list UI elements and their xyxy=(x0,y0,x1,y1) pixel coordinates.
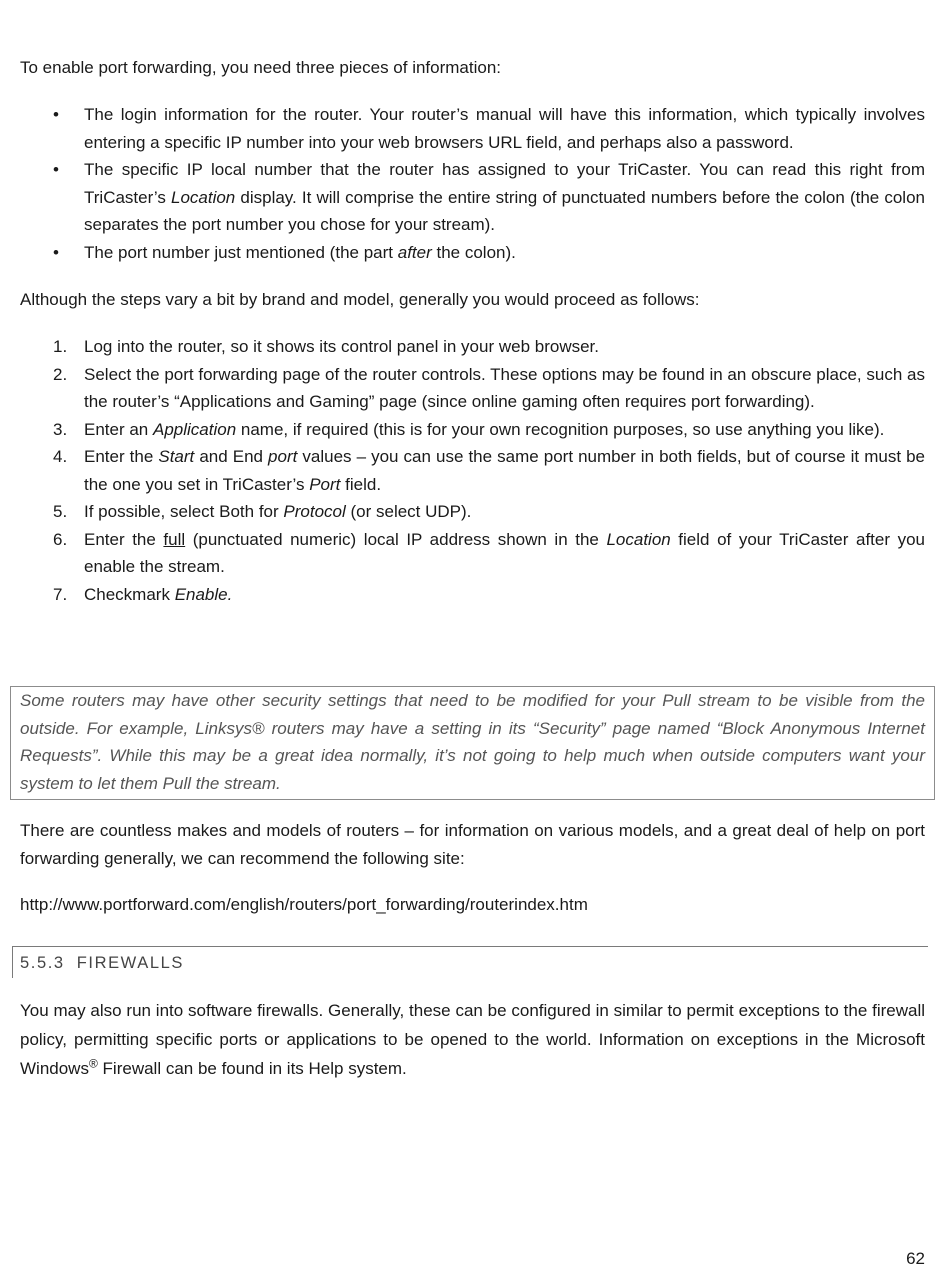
step-number: 4. xyxy=(53,447,68,466)
text-run: name, if required (this is for your own recognition purposes, so use anything you like). xyxy=(236,419,885,439)
note-text: Some routers may have other security settings that need to be modified for your Pull stream to be visible from the outside. For example, Linksys® routers may have a setting in its “Security” page named “Block Anonymous Internet Requests”. While this may be a great idea normally, it’s not going to help much when outside computers want your system to let them Pull the stream. xyxy=(20,691,925,793)
section-number: 5.5.3 xyxy=(20,954,65,972)
text-run: If possible, select Both for xyxy=(84,502,284,521)
portforward-link[interactable]: http://www.portforward.com/english/routers/port_forwarding/routerindex.htm xyxy=(20,895,588,914)
text-run: Firewall can be found in its Help system. xyxy=(97,1059,407,1078)
list-item xyxy=(20,498,925,526)
step-text xyxy=(84,420,884,439)
emphasis-protocol: Protocol xyxy=(283,502,346,521)
text-run: Enter the xyxy=(84,529,164,549)
list-item xyxy=(20,443,925,498)
intro-paragraph: To enable port forwarding, you need three pieces of information: xyxy=(20,58,502,77)
emphasis-enable: Enable. xyxy=(174,584,233,604)
text-run: Checkmark xyxy=(84,584,175,604)
step-number: 6. xyxy=(53,529,68,549)
list-item xyxy=(20,239,925,267)
step-text xyxy=(84,447,925,494)
page-number: 62 xyxy=(906,1249,925,1268)
step-text: Select the port forwarding page of the router controls. These options may be found in an obscure place, such as the router’s “Applications and Gaming” page (since online gaming often requires port forwarding). xyxy=(84,364,925,411)
text-run: values – you can use the same port number in both fields, but of course it must be the one you set in TriCaster’s xyxy=(84,447,925,494)
bullet-text: The login information for the router. Your router’s manual will have this information, which typically involves entering a specific IP number into your web browsers URL field, and perhaps also a password. xyxy=(84,105,925,152)
bullet-text xyxy=(84,243,516,262)
steps-intro-paragraph: Although the steps vary a bit by brand and model, generally you would proceed as follows: xyxy=(20,290,700,309)
step-number: 7. xyxy=(53,584,68,604)
steps-numbered-list xyxy=(20,333,925,608)
emphasis-port-field: Port xyxy=(309,474,341,494)
text-run: field of your TriCaster after you enable the stream. xyxy=(84,529,925,576)
step-text: Log into the router, so it shows its control panel in your web browser. xyxy=(84,337,599,356)
text-run: (punctuated numeric) local IP address shown in the xyxy=(185,529,607,549)
text-run: display. It will comprise the entire string of punctuated numbers before the colon (the colon separates the port number you chose for your stream). xyxy=(84,187,925,234)
section-title: FIREWALLS xyxy=(76,954,185,972)
emphasis-port: port xyxy=(268,447,298,466)
text-run: and End xyxy=(194,447,269,466)
emphasis-after: after xyxy=(397,242,432,262)
step-number: 3. xyxy=(53,419,68,439)
step-number: 5. xyxy=(53,502,68,521)
bullet-text xyxy=(84,160,925,234)
list-item xyxy=(20,361,925,416)
emphasis-start: Start xyxy=(158,447,195,466)
text-run: (or select UDP). xyxy=(345,502,472,521)
step-text xyxy=(84,530,925,577)
list-item xyxy=(20,101,925,156)
list-item xyxy=(20,416,925,444)
text-run: The port number just mentioned (the part xyxy=(84,242,398,262)
firewall-paragraph xyxy=(20,996,925,1083)
text-run: the colon). xyxy=(431,242,516,262)
text-run: field. xyxy=(340,474,382,494)
registered-mark: ® xyxy=(88,1056,98,1071)
text-run: The specific IP local number that the router has assigned to your TriCaster. You can read this right from TriCaster’s xyxy=(84,160,925,207)
note-box xyxy=(10,686,935,800)
text-run: You may also run into software firewalls. Generally, these can be configured in similar to permit exceptions to the firewall policy, permitting specific ports or applications to be opened to the world. Information on exceptions in the Microsoft Windows xyxy=(20,1001,925,1078)
step-text xyxy=(84,502,471,521)
text-run: Enter the xyxy=(84,447,159,466)
section-divider-tick xyxy=(12,946,13,978)
list-item xyxy=(20,156,925,239)
emphasis-location: Location xyxy=(606,529,671,549)
list-item xyxy=(20,526,925,581)
routers-paragraph: There are countless makes and models of routers – for information on various models, and a great deal of help on port forwarding generally, we can recommend the following site: xyxy=(20,821,925,868)
section-divider xyxy=(12,946,928,947)
emphasis-application: Application xyxy=(153,419,237,439)
info-bullet-list xyxy=(20,101,925,266)
list-item xyxy=(20,333,925,361)
step-number: 2. xyxy=(53,364,68,384)
underline-full: full xyxy=(163,529,186,549)
bullet-marker: • xyxy=(53,160,59,179)
bullet-marker: • xyxy=(53,105,59,124)
step-text xyxy=(84,585,232,604)
section-heading xyxy=(20,950,184,978)
emphasis-location: Location xyxy=(170,187,236,207)
step-number: 1. xyxy=(53,337,68,356)
bullet-marker: • xyxy=(53,242,59,262)
list-item xyxy=(20,581,925,609)
text-run: Enter an xyxy=(84,419,153,439)
